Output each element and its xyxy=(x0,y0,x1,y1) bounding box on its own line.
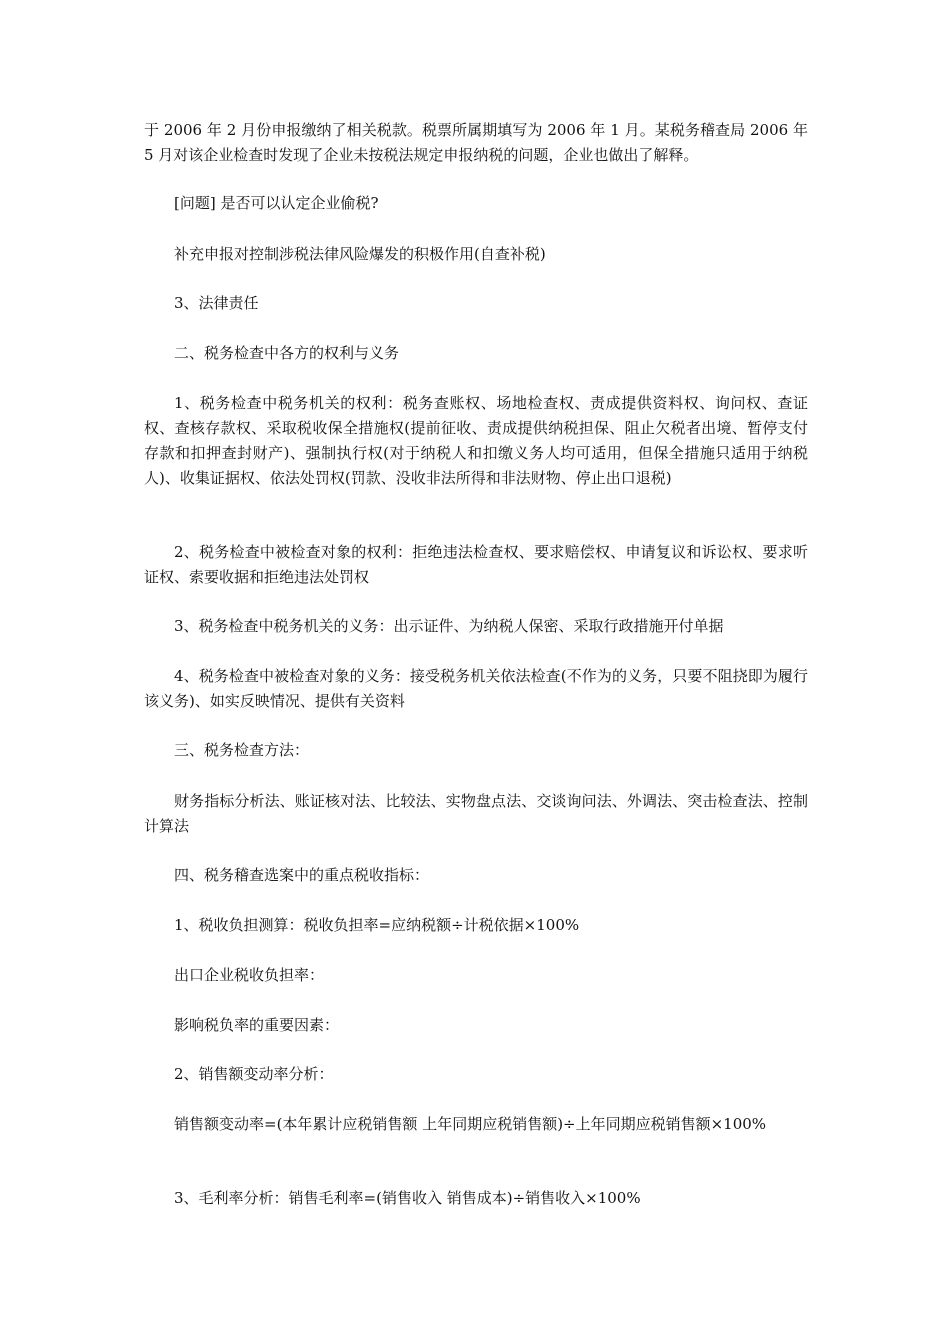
paragraph-export-tax-burden: 出口企业税收负担率： xyxy=(174,966,325,984)
heading-inspection-methods: 三、税务检查方法： xyxy=(174,741,310,759)
paragraph-inspected-party-obligations: 4、税务检查中被检查对象的义务：接受税务机关依法检查(不作为的义务，只要不阻挠即为履行该义务)、如实反映情况、提供有关资料 xyxy=(144,667,808,710)
paragraph-sales-change-formula: 销售额变动率=(本年累计应税销售额 上年同期应税销售额)÷上年同期应税销售额×100% xyxy=(174,1115,767,1133)
paragraph-tax-burden-factors: 影响税负率的重要因素： xyxy=(174,1016,340,1034)
heading-sales-change-rate: 2、销售额变动率分析： xyxy=(174,1065,334,1083)
paragraph-case-background: 于 2006 年 2 月份申报缴纳了相关税款。税票所属期填写为 2006 年 1 月。某税务稽查局 2006 年 5 月对该企业检查时发现了企业未按税法规定申报纳税的问题，企业也做出了解释。 xyxy=(144,121,808,164)
paragraph-inspected-party-rights: 2、税务检查中被检查对象的权利：拒绝违法检查权、要求赔偿权、申请复议和诉讼权、要求听证权、索要收据和拒绝违法处罚权 xyxy=(144,543,808,586)
heading-key-indicators: 四、税务稽查选案中的重点税收指标： xyxy=(174,866,430,884)
paragraph-gross-margin: 3、毛利率分析：销售毛利率=(销售收入 销售成本)÷销售收入×100% xyxy=(174,1189,641,1207)
paragraph-inspection-methods: 财务指标分析法、账证核对法、比较法、实物盘点法、交谈询问法、外调法、突击检查法、控制计算法 xyxy=(144,792,808,835)
paragraph-tax-authority-rights: 1、税务检查中税务机关的权利：税务查账权、场地检查权、责成提供资料权、询问权、查证权、查核存款权、采取税收保全措施权(提前征收、责成提供纳税担保、阻止欠税者出境、暂停支付存款和扣押查封财产)、强制执行权(对于纳税人和扣缴义务人均可适用，但保全措施只适用于纳税人)、收集证据权、依法处罚权(罚款、没收非法所得和非法财物、停止出口退税) xyxy=(144,394,808,487)
paragraph-tax-authority-obligations: 3、税务检查中税务机关的义务：出示证件、为纳税人保密、采取行政措施开付单据 xyxy=(174,617,724,635)
heading-rights-obligations: 二、税务检查中各方的权利与义务 xyxy=(174,344,400,362)
paragraph-question: [问题] 是否可以认定企业偷税? xyxy=(174,194,379,212)
paragraph-supplementary-declaration: 补充申报对控制涉税法律风险爆发的积极作用(自查补税) xyxy=(174,245,546,263)
heading-legal-liability: 3、法律责任 xyxy=(174,294,259,312)
paragraph-tax-burden-rate: 1、税收负担测算：税收负担率=应纳税额÷计税依据×100% xyxy=(174,916,580,934)
